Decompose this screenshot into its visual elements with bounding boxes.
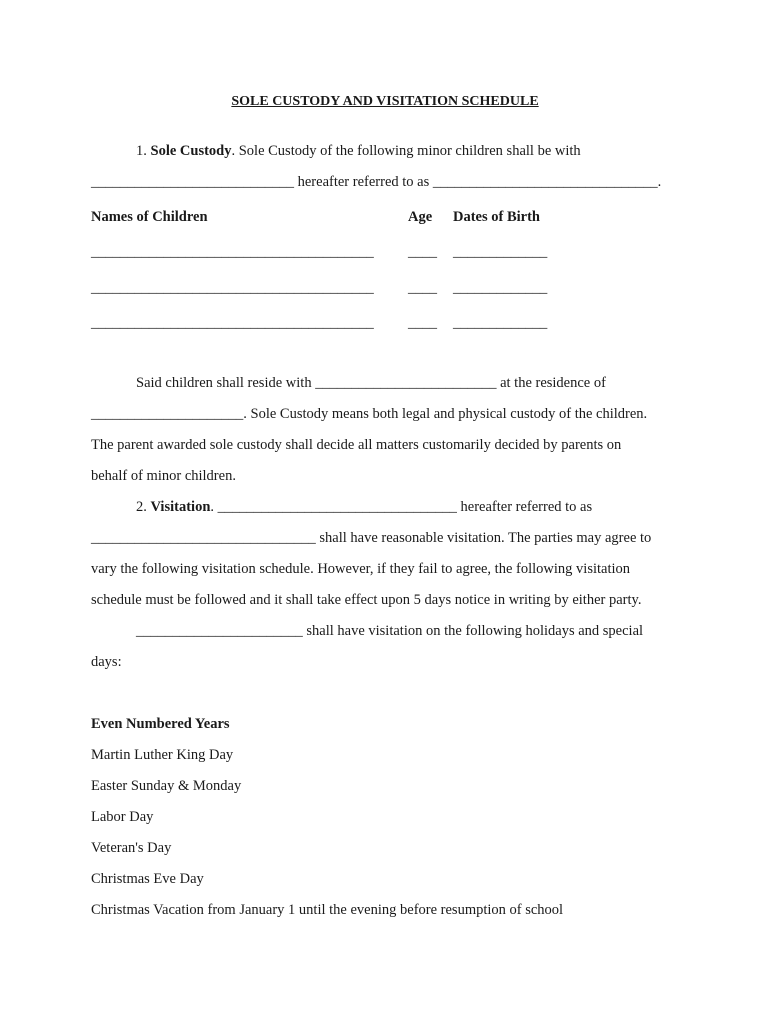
header-names-of-children: Names of Children [91, 209, 208, 225]
section1-line1 [136, 142, 581, 160]
holiday-item: Easter Sunday & Monday [91, 778, 242, 794]
section2-heading: Visitation [150, 499, 211, 515]
header-dates-of-birth: Dates of Birth [453, 209, 540, 225]
document-title: SOLE CUSTODY AND VISITATION SCHEDULE [231, 94, 539, 109]
section2-line5: _______________________ shall have visitation on the following holidays and special [136, 623, 644, 639]
reside-line2: _____________________. Sole Custody means both legal and physical custody of the children. [91, 406, 648, 422]
child-age-blank-2: ____ [408, 280, 437, 296]
child-dob-blank-3: _____________ [453, 315, 548, 331]
reside-line3: The parent awarded sole custody shall decide all matters customarily decided by parents on [91, 437, 622, 453]
child-name-blank-3: _______________________________________ [91, 315, 374, 331]
child-name-blank-2: _______________________________________ [91, 280, 374, 296]
header-age: Age [408, 209, 433, 225]
holiday-item: Labor Day [91, 809, 154, 825]
section1-heading: Sole Custody [150, 143, 232, 159]
child-dob-blank-1: _____________ [453, 244, 548, 260]
child-dob-blank-2: _____________ [453, 280, 548, 296]
child-name-blank-1: _______________________________________ [91, 244, 374, 260]
holiday-item: Veteran's Day [91, 840, 172, 856]
reside-line1: Said children shall reside with _________________________ at the residence of [136, 375, 606, 391]
section2-line1-text: . _________________________________ hereafter referred to as [210, 499, 593, 515]
section2-line3: vary the following visitation schedule. However, if they fail to agree, the following visitation [91, 561, 631, 577]
section2-line4: schedule must be followed and it shall take effect upon 5 days notice in writing by either party. [91, 592, 642, 608]
child-age-blank-1: ____ [408, 244, 437, 260]
holiday-item: Christmas Eve Day [91, 871, 204, 887]
section1-number: 1. [136, 143, 147, 159]
section2-number: 2. [136, 499, 147, 515]
holiday-item: Martin Luther King Day [91, 747, 234, 763]
section2-line6: days: [91, 654, 122, 670]
section1-line2: ____________________________ hereafter referred to as _______________________________. [91, 174, 662, 190]
child-age-blank-3: ____ [408, 315, 437, 331]
section1-line1-text: . Sole Custody of the following minor children shall be with [231, 143, 581, 159]
section2-line1 [136, 498, 592, 516]
holiday-item: Christmas Vacation from January 1 until the evening before resumption of school [91, 902, 564, 918]
section2-line2: _______________________________ shall have reasonable visitation. The parties may agree to [91, 530, 652, 546]
reside-line4: behalf of minor children. [91, 468, 236, 484]
even-years-heading: Even Numbered Years [91, 716, 230, 732]
